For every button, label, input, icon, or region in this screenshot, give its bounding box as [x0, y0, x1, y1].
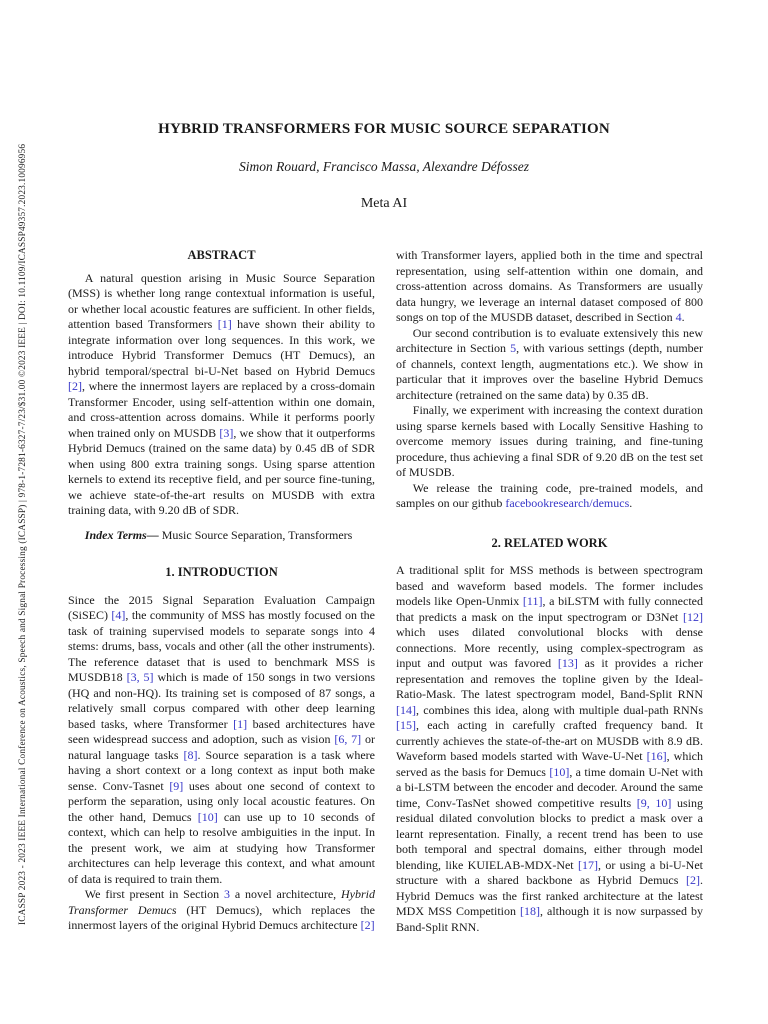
- citation-link[interactable]: [15]: [396, 718, 416, 732]
- citation-link[interactable]: [2]: [686, 873, 700, 887]
- citation-link[interactable]: [2]: [68, 379, 82, 393]
- github-link[interactable]: facebookresearch/demucs: [505, 496, 630, 510]
- citation-link[interactable]: [10]: [549, 764, 570, 779]
- citation-link[interactable]: [10]: [197, 809, 218, 824]
- index-terms-label: Index Terms—: [84, 527, 159, 542]
- citation-link[interactable]: [14]: [396, 702, 416, 717]
- section-link[interactable]: 4: [675, 310, 682, 324]
- citation-link[interactable]: [13]: [557, 656, 578, 670]
- citation-link[interactable]: [4]: [111, 608, 126, 622]
- citation-link[interactable]: [3, 5]: [126, 670, 154, 684]
- paper-title: HYBRID TRANSFORMERS FOR MUSIC SOURCE SEPARATION: [158, 121, 610, 137]
- citation-link[interactable]: [18]: [520, 904, 541, 918]
- paper-affiliation: Meta AI: [360, 196, 408, 211]
- citation-link[interactable]: [12]: [683, 609, 703, 624]
- paper-authors: Simon Rouard, Francisco Massa, Alexandre Défossez: [238, 159, 530, 174]
- section-link[interactable]: 5: [510, 341, 517, 355]
- citation-link[interactable]: [1]: [233, 716, 248, 731]
- intro-paragraph: We first present in Section 3 a novel architecture, Hybrid Transformer Demucs (HT Demucs), which replaces the innermost layers of the original Hybrid Demucs architecture [2]: [68, 887, 375, 932]
- citation-link[interactable]: [9, 10]: [636, 795, 672, 810]
- intro-heading: 1. INTRODUCTION: [165, 565, 278, 579]
- doi-sidebar-text: ICASSP 2023 - 2023 IEEE International Conference on Acoustics, Speech and Signal Processing (ICASSP) | 978-1-7281-6327-7/23/$31.00 ©2023 IEEE | DOI: 10.1109/ICASSP49357.2023.10096956: [18, 143, 28, 925]
- right-column: [396, 248, 703, 935]
- intro-continued-paragraph: with Transformer layers, applied both in the time and spectral representation, using self-attention within one domain, and cross-attention across domains. As Transformers are usually data hungry, we leverage an internal dataset composed of 800 songs on top of the MUSDB dataset, described in Section 4.: [396, 248, 703, 324]
- abstract-heading: ABSTRACT: [187, 248, 256, 262]
- doi-sidebar: [8, 95, 28, 925]
- section-link[interactable]: 3: [224, 887, 231, 901]
- citation-link[interactable]: [6, 7]: [334, 732, 362, 746]
- intro-paragraph: Since the 2015 Signal Separation Evaluation Campaign (SiSEC) [4], the community of MSS has mostly focused on the task of training supervised models to separate songs into 4 stems: drums, bass, vocals and other (all the other instruments). The reference dataset that is used to benchmark MSS is MUSDB18 [3, 5] which is made of 150 songs in two versions (HQ and non-HQ). Its training set is composed of 87 songs, a relatively small corpus compared with other deep learning based tasks, where Transformer [1] based architectures have seen widespread success and adoption, such as vision [6, 7] or natural language tasks [8]. Source separation is a task where having a short context or a long context as input both make sense. Conv-Tasnet [9] uses about one second of context to perform the separation, using only local acoustic features. On the other hand, Demucs [10] can use up to 10 seconds of context, which can help to resolve ambiguities in the input. In the present work, we aim at studying how Transformer architectures can help leverage this context, and what amount of data is required to train them.: [68, 592, 376, 886]
- index-terms-value: Music Source Separation, Transformers: [161, 527, 353, 542]
- citation-link[interactable]: [1]: [217, 317, 232, 331]
- intro-paragraph: We release the training code, pre-trained models, and samples on our github facebookresearch/demucs.: [396, 480, 703, 510]
- left-column: [68, 248, 375, 934]
- related-work-paragraph: A traditional split for MSS methods is between spectrogram based and waveform based models. The former includes models like Open-Unmix [11], a biLSTM with fully connected that predicts a mask on the input spectrogram or D3Net [12] which uses dilated convolutional blocks with dense connections. More recently, using complex-spectrogram as input and output was favored [13] as it provides a richer representation and removes the topline given by the Ideal-Ratio-Mask. The latest spectrogram model, Band-Split RNN [14], combines this idea, along with multiple dual-path RNNs [15], each acting in carefully crafted frequency band. It currently achieves the state-of-the-art on MUSDB with 8.9 dB. Waveform based models started with Wave-U-Net [16], which served as the basis for Demucs [10], a time domain U-Net with a bi-LSTM between the encoder and decoder. Around the same time, Conv-TasNet showed competitive results [9, 10] using residual dilated convolution blocks to predict a mask over a learnt representation. Finally, a recent trend has been to use both temporal and spectral domains, either through model blending, like KUIELAB-MDX-Net [17], or using a bi-U-Net structure with a shared backbone as Hybrid Demucs [2]. Hybrid Demucs was the first ranked architecture at the latest MDX MSS Competition [18], although it is now surpassed by Band-Split RNN.: [396, 563, 704, 934]
- citation-link[interactable]: [3]: [219, 425, 234, 440]
- intro-paragraph: Our second contribution is to evaluate extensively this new architecture in Section 5, with various settings (depth, number of channels, context length, augmentations etc.). We show in particular that it improves over the baseline Hybrid Demucs architecture (retrained on the same data) by 0.35 dB.: [396, 325, 704, 402]
- citation-link[interactable]: [2]: [360, 918, 375, 932]
- citation-link[interactable]: [8]: [183, 747, 198, 762]
- citation-link[interactable]: [11]: [522, 594, 543, 608]
- index-terms: [68, 528, 375, 544]
- related-work-heading: 2. RELATED WORK: [491, 535, 608, 550]
- citation-link[interactable]: [17]: [578, 857, 598, 872]
- abstract-paragraph: A natural question arising in Music Source Separation (MSS) is whether long range contextual information is useful, or whether local acoustic features are sufficient. In other fields, attention based Transformers [1] have shown their ability to integrate information over long sequences. In this work, we introduce Hybrid Transformer Demucs (HT Demucs), an hybrid temporal/spectral bi-U-Net based on Hybrid Demucs [2], where the innermost layers are replaced by a cross-domain Transformer Encoder, using self-attention within one domain, and cross-attention across domains. While it performs poorly when trained only on MUSDB [3], we show that it outperforms Hybrid Demucs (trained on the same data) by 0.45 dB of SDR when using 800 extra training songs. Using sparse attention kernels to extend its receptive field, and per source fine-tuning, we achieve state-of-the-art results on MUSDB with extra training data, with 9.20 dB of SDR.: [68, 270, 375, 517]
- citation-link[interactable]: [16]: [646, 749, 667, 763]
- citation-link[interactable]: [9]: [169, 778, 184, 793]
- intro-paragraph: Finally, we experiment with increasing the context duration using sparse kernels based with Locally Sensitive Hashing to overcome memory issues during training, and fine-tuning procedure, thus achieving a final SDR of 9.20 dB on the test set of MUSDB.: [396, 403, 703, 479]
